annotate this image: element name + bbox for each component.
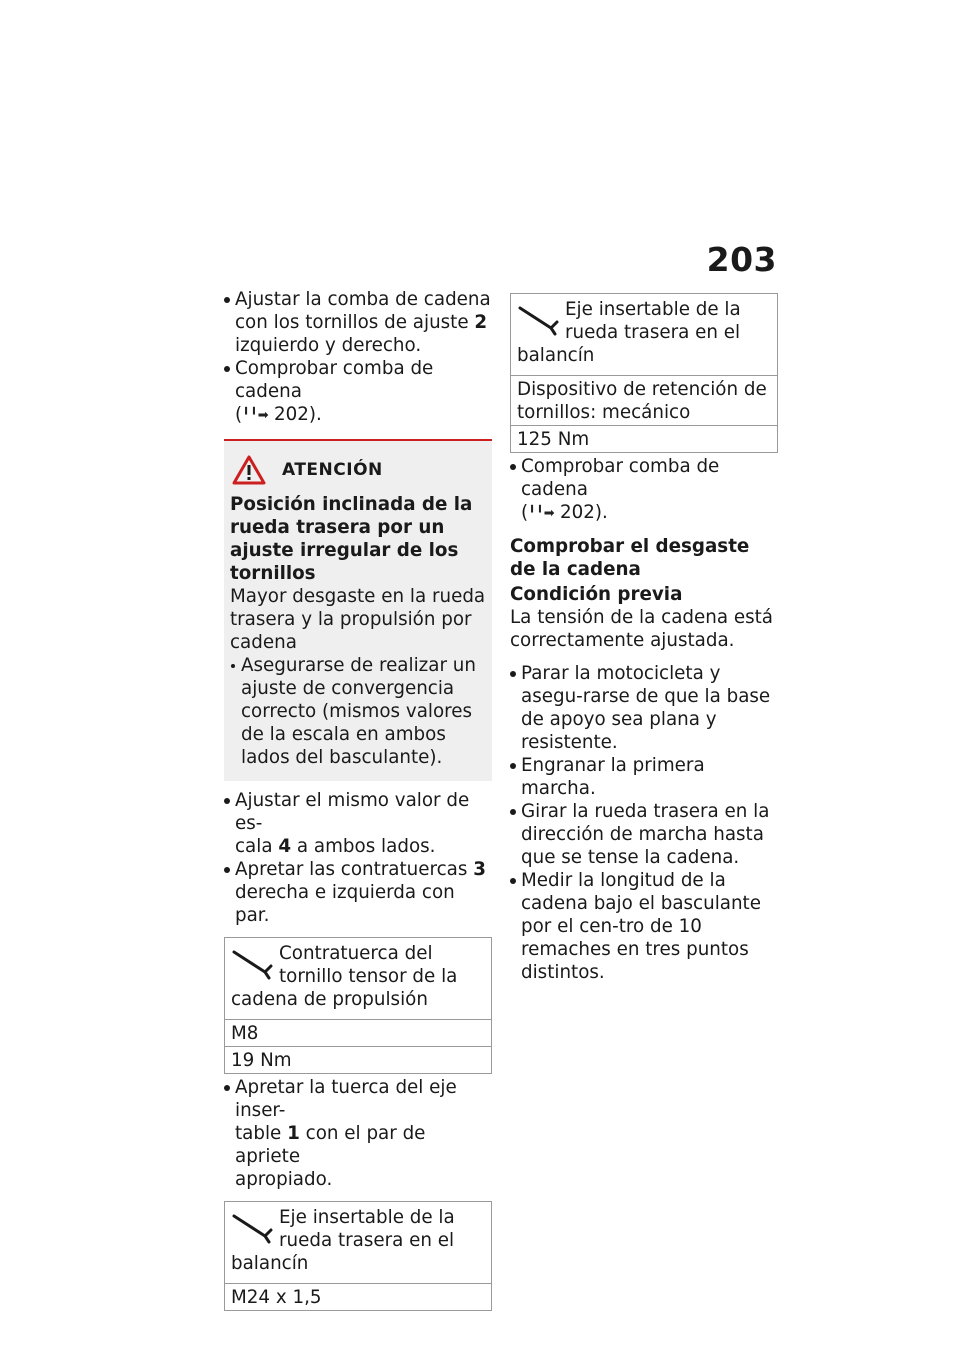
torque-spec-table: [224, 1201, 492, 1311]
bullet-dot: [510, 763, 516, 769]
bullet-dot: [224, 1085, 230, 1091]
warning-triangle-icon: [232, 455, 266, 485]
spec-title: Eje insertable de la rueda trasera en el balancín: [231, 1207, 455, 1274]
warning-box: [224, 439, 492, 781]
list-item: Engranar la primera marcha.: [510, 754, 778, 800]
torque-wrench-icon: [231, 946, 275, 980]
bullet-dot: [510, 671, 516, 677]
spec-title: Contratuerca del tornillo tensor de la cadena de propulsión: [231, 943, 458, 1010]
reference-arrow-icon[interactable]: ╹╹➡: [242, 408, 269, 423]
precondition-title: Condición previa: [510, 584, 683, 605]
torque-spec-table: [510, 293, 778, 453]
warning-heading: Posición inclinada de la rueda trasera por un ajuste irregular de los tornillos: [230, 494, 473, 584]
spec-row: Dispositivo de retención de tornillos: mecánico: [511, 376, 777, 426]
list-item: Apretar la tuerca del eje inser- table 1 con el par de apriete apropiado.: [224, 1076, 492, 1191]
spec-row: M8: [225, 1020, 491, 1047]
list-item: Medir la longitud de la cadena bajo el basculante por el cen-tro de 10 remaches en tres puntos distintos.: [510, 869, 778, 984]
list-item: Parar la motocicleta y asegu-rarse de que la base de apoyo sea plana y resistente.: [510, 662, 778, 754]
page-number: 203: [706, 240, 777, 279]
bullet-dot: [510, 464, 516, 470]
spec-title: Eje insertable de la rueda trasera en el balancín: [517, 299, 741, 366]
reference-arrow-icon[interactable]: ╹╹➡: [528, 506, 555, 521]
list-item: Apretar las contratuercas 3 derecha e izquierda con par.: [224, 858, 492, 927]
bullet-dot: [510, 809, 516, 815]
bullet-dot: [224, 297, 230, 303]
precondition-text: La tensión de la cadena está correctamente ajustada.: [510, 607, 773, 651]
torque-wrench-icon: [517, 302, 561, 336]
spec-row: M24 x 1,5: [231, 1287, 322, 1308]
bullet-dot: [510, 878, 516, 884]
warning-bullet: Asegurarse de realizar un ajuste de convergencia correcto (mismos valores de la escala en ambos lados del basculante).: [230, 654, 486, 769]
torque-spec-table: [224, 937, 492, 1074]
spec-row: 19 Nm: [231, 1050, 292, 1071]
section-title: Comprobar el desgaste de la cadena: [510, 536, 750, 580]
bullet-dot: [224, 366, 230, 372]
right-column: [510, 288, 778, 984]
bullet-dot: [224, 798, 230, 804]
spec-row: 125 Nm: [517, 429, 590, 450]
warning-title: ATENCIÓN: [282, 459, 383, 480]
list-item: Comprobar comba de cadena (╹╹➡ 202).: [224, 357, 492, 427]
list-item: Comprobar comba de cadena (╹╹➡ 202).: [510, 455, 778, 525]
bullet-dot: [224, 867, 230, 873]
list-item: Ajustar el mismo valor de es- cala 4 a ambos lados.: [224, 789, 492, 858]
bullet-dot: [231, 664, 235, 668]
list-item: Ajustar la comba de cadena con los tornillos de ajuste 2 izquierdo y derecho.: [224, 288, 492, 357]
left-column: [224, 288, 492, 1313]
warning-body: Mayor desgaste en la rueda trasera y la propulsión por cadena: [230, 586, 486, 653]
torque-wrench-icon: [231, 1210, 275, 1244]
list-item: Girar la rueda trasera en la dirección de marcha hasta que se tense la cadena.: [510, 800, 778, 869]
